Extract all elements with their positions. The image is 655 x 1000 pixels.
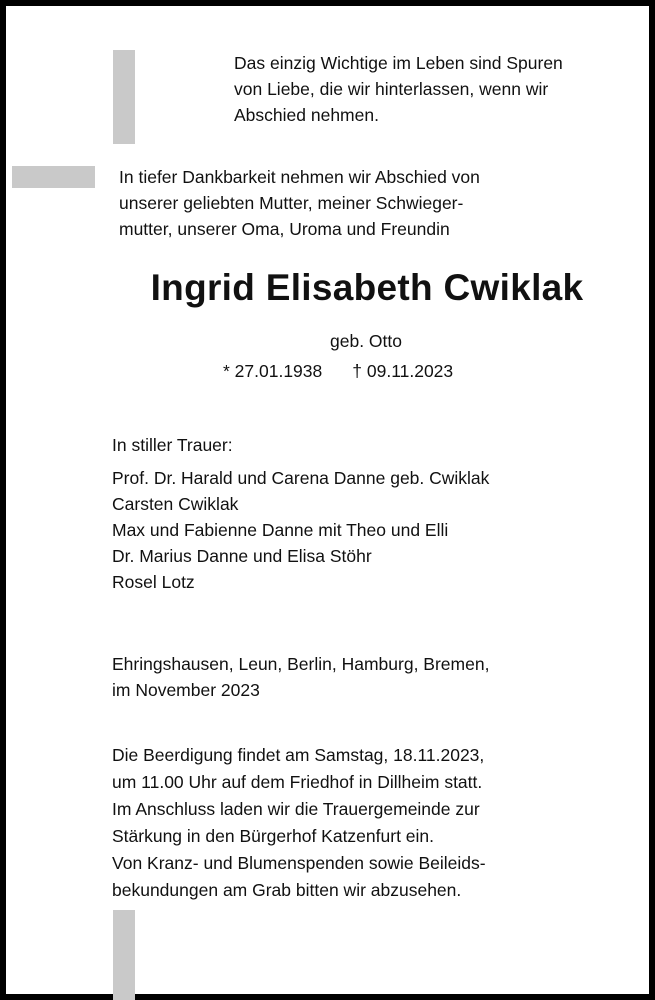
mourners-list [112, 432, 612, 595]
birth-date: * 27.01.1938 [223, 361, 323, 381]
funeral-line: Im Anschluss laden wir die Trauergemeinde zur [112, 799, 480, 819]
mourner-name: Carsten Cwiklak [112, 494, 239, 514]
farewell-intro [119, 164, 579, 242]
cross-lower-bar [113, 910, 135, 1000]
mourner-name: Max und Fabienne Danne mit Theo und Elli [112, 520, 449, 540]
quote-line: Abschied nehmen. [234, 105, 379, 125]
maiden-name: geb. Otto [330, 331, 402, 351]
life-dates [223, 361, 453, 382]
quote-line: Das einzig Wichtige im Leben sind Spuren [234, 53, 563, 73]
mourners-heading: In stiller Trauer: [112, 435, 233, 455]
death-date: † 09.11.2023 [352, 361, 454, 381]
date-line: im November 2023 [112, 680, 260, 700]
funeral-details [112, 742, 612, 904]
mourner-name: Prof. Dr. Harald und Carena Danne geb. Cwiklak [112, 468, 490, 488]
mourner-name: Rosel Lotz [112, 572, 195, 592]
cross-upper-bar [113, 50, 135, 144]
mourner-name: Dr. Marius Danne und Elisa Stöhr [112, 546, 372, 566]
intro-line: In tiefer Dankbarkeit nehmen wir Abschied von [119, 167, 480, 187]
cross-horizontal-bar [12, 166, 95, 188]
funeral-line: Stärkung in den Bürgerhof Katzenfurt ein. [112, 826, 435, 846]
funeral-line: Die Beerdigung findet am Samstag, 18.11.2023, [112, 745, 485, 765]
places-line: Ehringshausen, Leun, Berlin, Hamburg, Bremen, [112, 654, 490, 674]
funeral-line: Von Kranz- und Blumenspenden sowie Beileids- [112, 853, 486, 873]
funeral-line: bekundungen am Grab bitten wir abzusehen. [112, 880, 462, 900]
places-and-date [112, 651, 612, 703]
intro-line: mutter, unserer Oma, Uroma und Freundin [119, 219, 450, 239]
deceased-name: Ingrid Elisabeth Cwiklak [150, 267, 584, 308]
intro-line: unserer geliebten Mutter, meiner Schwieger- [119, 193, 464, 213]
funeral-line: um 11.00 Uhr auf dem Friedhof in Dillheim statt. [112, 772, 483, 792]
quote-line: von Liebe, die wir hinterlassen, wenn wir [234, 79, 549, 99]
memorial-quote [234, 50, 624, 128]
